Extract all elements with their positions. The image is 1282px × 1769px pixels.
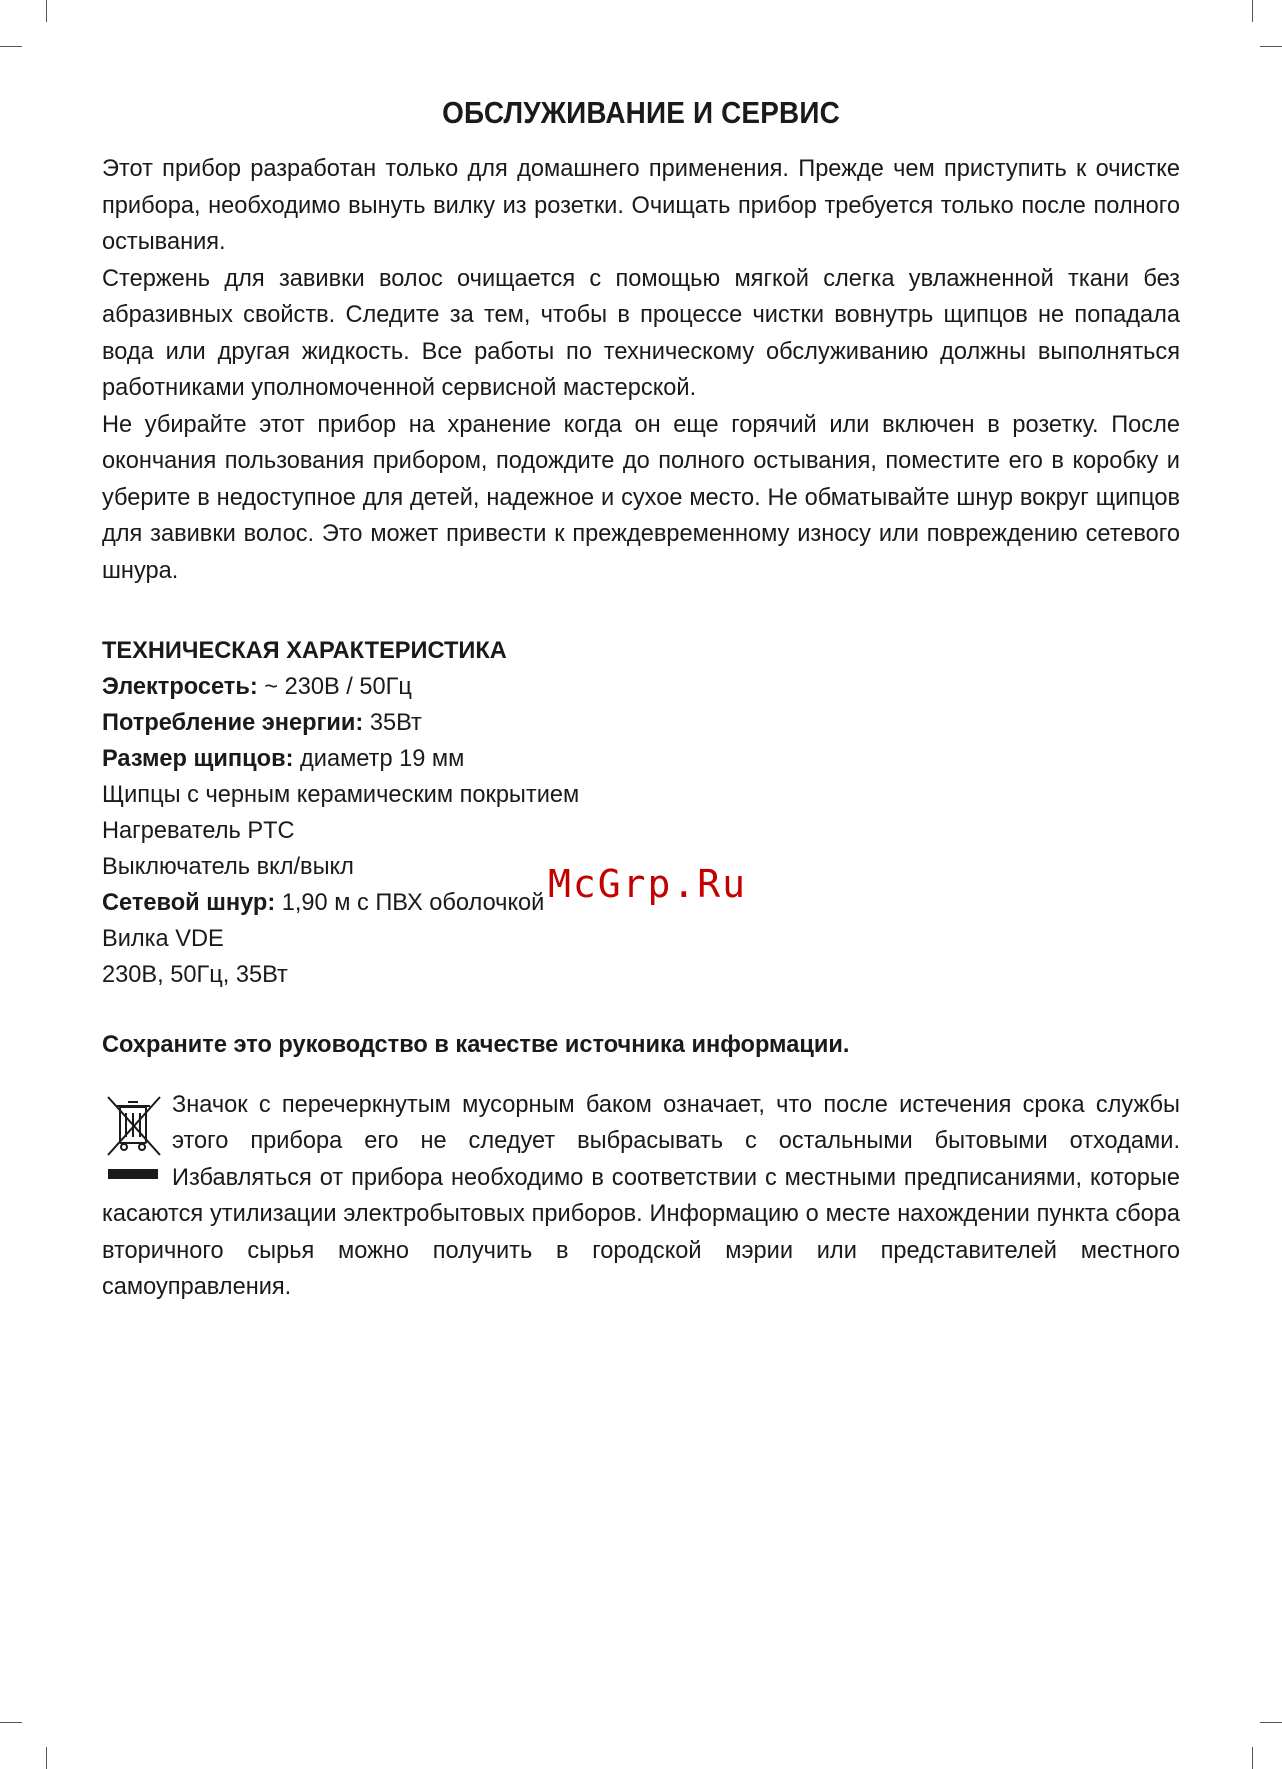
save-note: Сохраните это руководство в качестве источника информации. <box>102 1032 850 1058</box>
paragraph-cleaning: Стержень для завивки волос очищается с помощью мягкой слегка увлажненной ткани без абразивных свойств. Следите за тем, чтобы в процессе чистки вовнутрь щипцов не попадала вода или другая жидкость. Все работы по техническому обслуживанию должны выполняться работниками уполномоченной сервисной мастерской. <box>102 265 1180 401</box>
crop-mark-top-right <box>1252 0 1253 22</box>
weee-text: Значок с перечеркнутым мусорным баком означает, что после истечения срока службы этого прибора его не следует выбрасывать с остальными бытовыми отходами. Избавляться от прибора необходимо в соответствии с местными предписаниями, которые касаются утилизации электробытовых приборов. Информацию о месте нахождении пункта сбора вторичного сырья можно получить в городской мэрии или представителей местного самоуправления. <box>102 1091 1180 1301</box>
crop-mark-top-right-h <box>1260 46 1282 47</box>
watermark-text: McGrp.Ru <box>548 862 748 906</box>
spec-plug: Вилка VDE <box>102 926 224 952</box>
paragraph-storage: Не убирайте этот прибор на хранение когда он еще горячий или включен в розетку. После окончания пользования прибором, подождите до полного остывания, поместите его в коробку и уберите в недоступное для детей, надежное и сухое место. Не обматывайте шнур вокруг щипцов для завивки волос. Это может привести к преждевременному износу или повреждению сетевого шнура. <box>102 411 1180 584</box>
crossed-out-wheelie-bin-icon <box>102 1091 164 1191</box>
spec-value: 1,90 м с ПВХ оболочкой <box>275 890 545 916</box>
crop-mark-bottom-right <box>1252 1747 1253 1769</box>
specs-section <box>102 633 1180 993</box>
spec-switch: Выключатель вкл/выкл <box>102 854 354 880</box>
crop-mark-bottom-left-h <box>0 1722 22 1723</box>
spec-label: Электросеть: <box>102 674 258 700</box>
specs-heading: ТЕХНИЧЕСКАЯ ХАРАКТЕРИСТИКА <box>102 638 507 664</box>
weee-notice <box>102 1087 1180 1306</box>
spec-value: диаметр 19 мм <box>293 746 465 772</box>
spec-size <box>102 741 1180 777</box>
crop-mark-bottom-right-h <box>1260 1722 1282 1723</box>
spec-power-supply <box>102 669 1180 705</box>
spec-rating: 230В, 50Гц, 35Вт <box>102 962 288 988</box>
spec-label: Сетевой шнур: <box>102 890 276 916</box>
spec-consumption <box>102 705 1180 741</box>
spec-heater: Нагреватель PTC <box>102 818 295 844</box>
crop-mark-top-left-h <box>0 46 22 47</box>
crop-mark-top-left <box>46 0 47 22</box>
spec-label: Размер щипцов: <box>102 746 294 772</box>
spec-label: Потребление энергии: <box>102 710 364 736</box>
document-page <box>102 95 1180 1306</box>
page-title: ОБСЛУЖИВАНИЕ И СЕРВИС <box>442 95 840 130</box>
spec-value: 35Вт <box>363 710 422 736</box>
spec-coating: Щипцы с черным керамическим покрытием <box>102 782 580 808</box>
spec-value: ~ 230В / 50Гц <box>257 674 412 700</box>
paragraph-usage: Этот прибор разработан только для домашнего применения. Прежде чем приступить к очистке прибора, необходимо вынуть вилку из розетки. Очищать прибор требуется только после полного остывания. <box>102 156 1180 255</box>
crop-mark-bottom-left <box>46 1747 47 1769</box>
